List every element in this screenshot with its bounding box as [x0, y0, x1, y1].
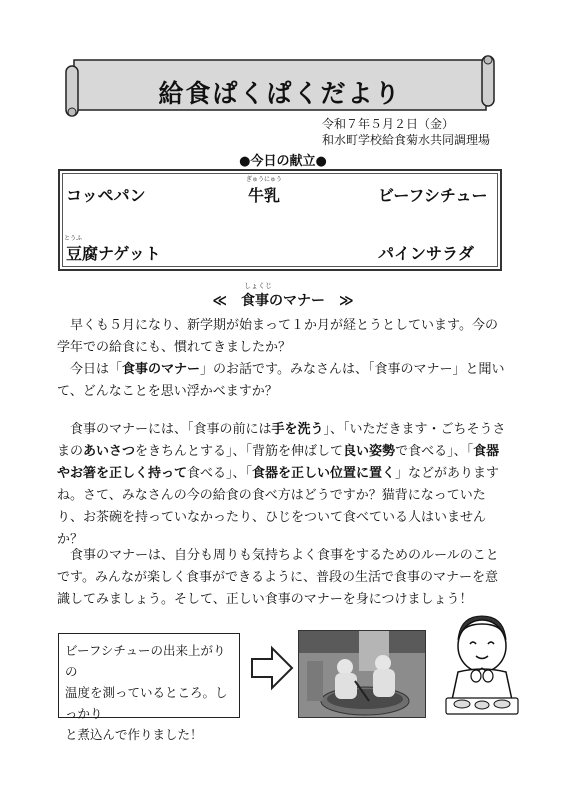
p3-emphasis-dish-position: 食器を正しい位置に置く	[252, 466, 396, 481]
paragraph-manners-list	[57, 419, 509, 551]
menu-item-beef-stew: ビーフシチュー	[378, 186, 488, 205]
p3-text-c: 」、「いただきます・ごちそうさまの	[57, 422, 506, 459]
kitchen-photo-image	[299, 631, 426, 718]
menu-item-tofu-nuggets: 豆腐ナゲット	[66, 244, 161, 263]
caption-line-2: 温度を測っているところ。しっかり	[65, 685, 228, 721]
organization-name: 和水町学校給食菊水共同調理場	[321, 133, 490, 147]
kitchen-photo	[298, 630, 426, 718]
p3-text-g: で食べる」、「	[395, 444, 474, 459]
paragraph-intro: 早くも５月になり、新学期が始まって１か月が経とうとしています。今の学年での給食にも、慣れてきましたか？	[57, 318, 498, 355]
boy-eating-illustration	[432, 610, 528, 720]
menu-box	[58, 169, 502, 271]
p2-text-a: 今日は「	[70, 362, 123, 377]
p3-text-e: をきちんとする」、「背筋を伸ばして	[135, 444, 344, 459]
photo-caption-box	[58, 633, 240, 742]
caption-line-1: ビーフシチューの出来上がりの	[65, 643, 226, 679]
menu-item-bread: コッペパン	[66, 186, 146, 205]
p2-emphasis: 食事のマナー	[122, 362, 201, 377]
menu-item-pine-salad: パインサラダ	[378, 244, 474, 263]
p3-text-a: 食事のマナーには、「食事の前には	[70, 422, 272, 437]
p3-emphasis-wash-hands: 手を洗う	[271, 422, 324, 437]
p3-emphasis-greeting: あいさつ	[83, 444, 136, 459]
section-title-ruby: しょくじ	[244, 282, 272, 290]
caption-line-3: と煮込んで作りました！	[65, 727, 203, 742]
title-banner	[60, 52, 500, 122]
section-title: ≪ 食事のマナー ≫	[212, 293, 354, 309]
dateline	[322, 116, 490, 148]
p3-text-k: 」などがありますね。さて、みなさんの今の給食の食べ方はどうですか？猫背になっていたり、お茶碗を持っていなかったり、ひじをついて食べている人はいませんか？	[57, 466, 500, 547]
paragraph-conclusion: 食事のマナーは、自分も周りも気持ちよく食事をするためのルールのことです。みんなが楽しく食事ができるように、普段の生活で食事のマナーを意識してみましょう。そして、正しい食事のマナーを身につけましょう！	[57, 548, 499, 607]
menu-heading: ●今日の献立●	[239, 154, 327, 169]
p3-text-i: 食べる」、「	[187, 466, 253, 481]
menu-item-milk: 牛乳	[248, 186, 281, 205]
p3-emphasis-chopsticks: 食器やお箸を正しく持って	[57, 444, 500, 481]
p2-text-c: 」のお話です。みなさんは、「食事のマナー」と聞いて、どんなことを思い浮かべますか？	[57, 362, 505, 399]
newsletter-title: 給食ぱくぱくだより	[158, 79, 402, 108]
p3-emphasis-posture: 良い姿勢	[343, 444, 396, 459]
menu-item-tofu-ruby: とうふ	[64, 235, 83, 242]
menu-item-milk-ruby: ぎゅうにゅう	[246, 176, 282, 183]
issue-date: 令和７年５月２日（金）	[321, 117, 454, 131]
right-arrow-icon	[250, 645, 294, 691]
paragraph-topic	[57, 359, 509, 403]
